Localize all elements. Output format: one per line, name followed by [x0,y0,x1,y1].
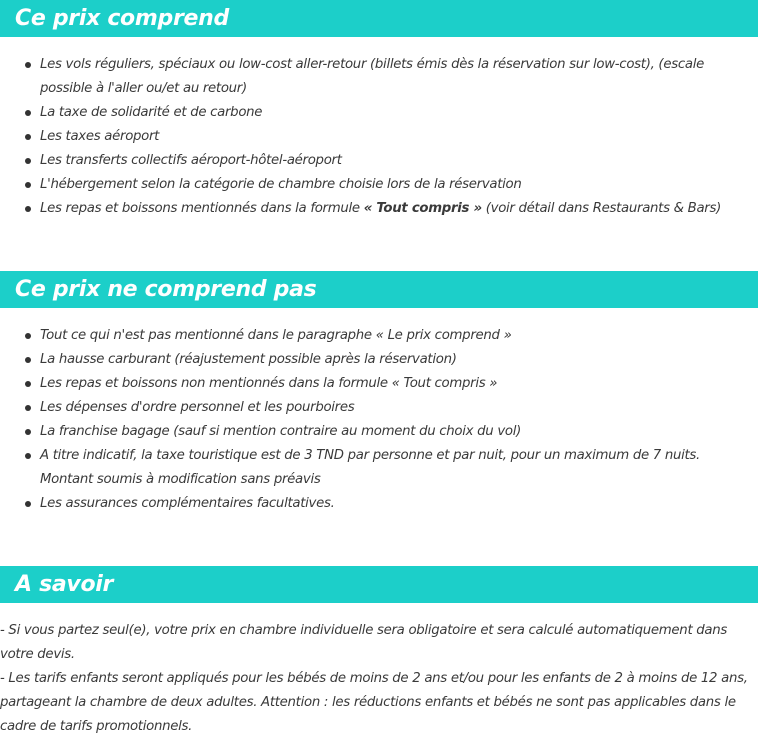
list-item [0,197,758,221]
savoir-paragraph: - Les tarifs enfants seront appliqués pour les bébés de moins de 2 ans et/ou pour les enfants de 2 à moins de 12 ans, partageant la chambre de deux adultes. Attention : les réductions enfants et bébés ne sont pas applicables dans le cadre de tarifs promotionnels. [0,671,748,734]
item-text: (voir détail dans Restaurants & Bars) [481,201,721,216]
excludes-list [0,324,758,516]
savoir-text [0,619,756,739]
savoir-paragraph: - Si vous partez seul(e), votre prix en chambre individuelle sera obligatoire et sera calculé automatiquement dans votre devis. [0,623,728,662]
list-item: La taxe de solidarité et de carbone [0,101,758,125]
list-item: Tout ce qui n'est pas mentionné dans le paragraphe « Le prix comprend » [0,324,758,348]
list-item: Les taxes aéroport [0,125,758,149]
list-item: Les dépenses d'ordre personnel et les pourboires [0,396,758,420]
list-item: Les repas et boissons non mentionnés dans la formule « Tout compris » [0,372,758,396]
includes-list [0,53,758,221]
savoir-section-title: A savoir [0,566,758,603]
item-text: Les repas et boissons mentionnés dans la formule [40,201,364,216]
list-item: La franchise bagage (sauf si mention contraire au moment du choix du vol) [0,420,758,444]
includes-section-title: Ce prix comprend [0,0,758,37]
list-item: Les transferts collectifs aéroport-hôtel-aéroport [0,149,758,173]
list-item: L'hébergement selon la catégorie de chambre choisie lors de la réservation [0,173,758,197]
formula-name: « Tout compris » [363,201,482,216]
list-item: Les vols réguliers, spéciaux ou low-cost aller-retour (billets émis dès la réservation sur low-cost), (escale possible à l'aller ou/et au retour) [0,53,758,101]
excludes-section-title: Ce prix ne comprend pas [0,271,758,308]
list-item: La hausse carburant (réajustement possible après la réservation) [0,348,758,372]
list-item: Les assurances complémentaires facultatives. [0,492,758,516]
list-item: A titre indicatif, la taxe touristique est de 3 TND par personne et par nuit, pour un maximum de 7 nuits. Montant soumis à modification sans préavis [0,444,758,492]
